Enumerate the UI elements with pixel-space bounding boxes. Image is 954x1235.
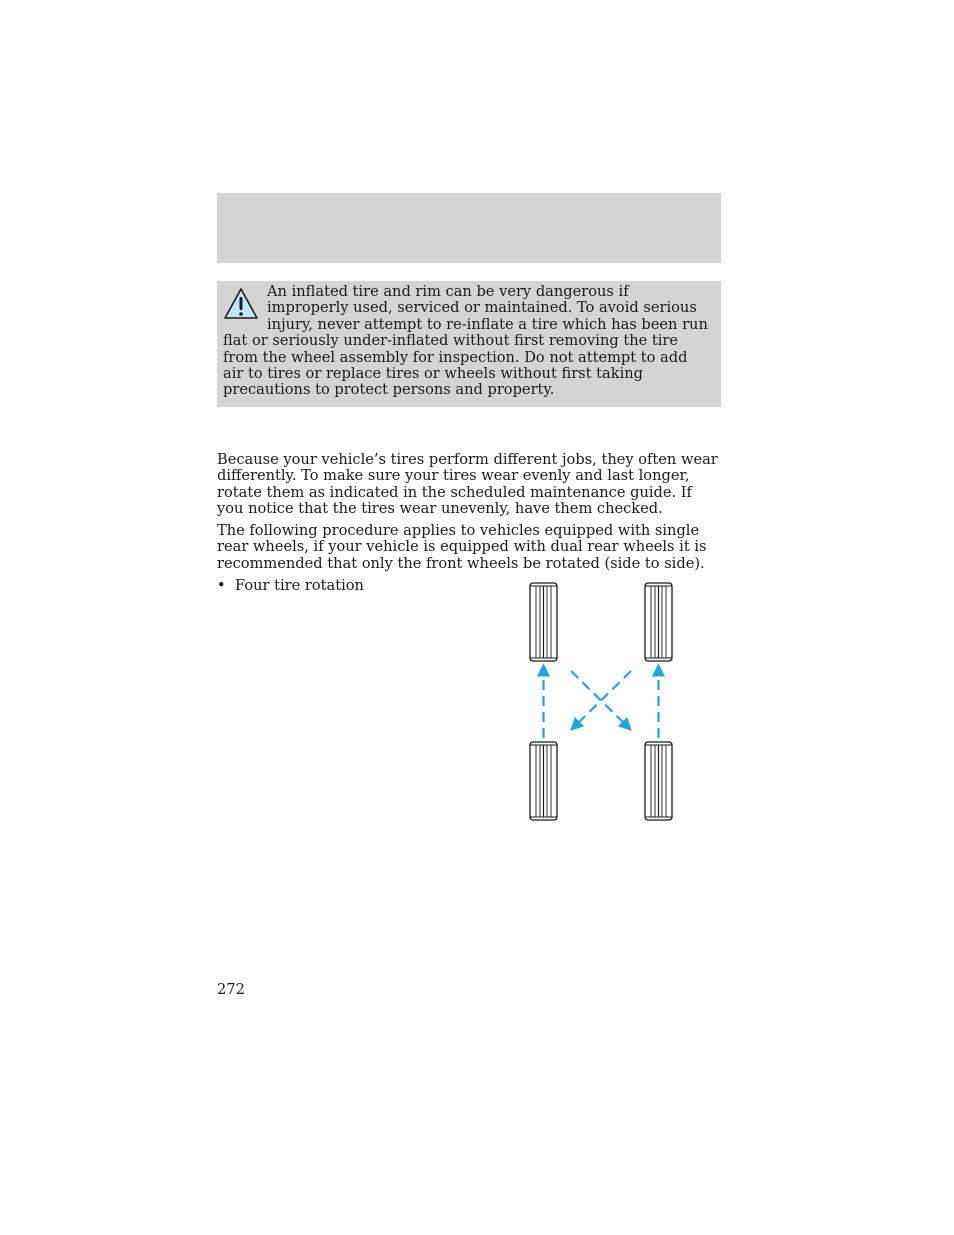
warning-box — [217, 281, 721, 407]
page-number: 272 — [217, 981, 245, 998]
tire-icon-front-right — [645, 583, 672, 661]
bullet-item — [217, 578, 364, 594]
tire-icon-rear-right — [645, 742, 672, 820]
tire-icon-rear-left — [530, 742, 557, 820]
warning-text: An inflated tire and rim can be very dangerous if improperly used, serviced or maintained. To avoid serious injury, never attempt to re-inflate a tire which has been run flat or seriously under-inflated without first removing the tire from the wheel assembly for inspection. Do not attempt to add air to tires or replace tires or wheels without first taking precautions to protect persons and property. — [223, 283, 708, 399]
bullet-marker: • — [217, 577, 226, 594]
bullet-label: Four tire rotation — [235, 577, 364, 594]
tire-icon-front-left — [530, 583, 557, 661]
dual-wheel-note-paragraph: The following procedure applies to vehicles equipped with single rear wheels, if your vehicle is equipped with dual rear wheels it is recommended that only the front wheels be rotated (side to side). — [217, 522, 707, 572]
section-header-band — [217, 193, 721, 263]
tire-rotation-diagram — [520, 578, 685, 828]
rotation-intro-paragraph: Because your vehicle’s tires perform different jobs, they often wear differently. To make sure your tires wear evenly and last longer, rotate them as indicated in the scheduled maintenance guide. If you notice that the tires wear unevenly, have them checked. — [217, 451, 718, 518]
warning-triangle-icon — [223, 286, 259, 322]
